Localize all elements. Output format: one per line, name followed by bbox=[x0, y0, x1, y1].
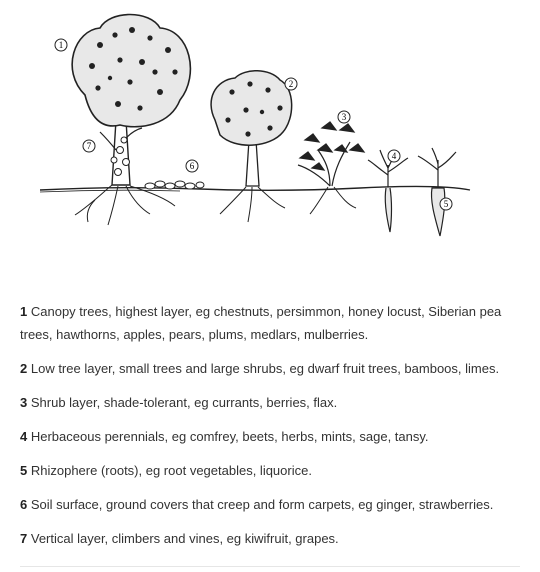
layer-description: Canopy trees, highest layer, eg chestnuts, persimmon, honey locust, Siberian pea trees, hawthorns, apples, pears, plums, medlars, mulberries. bbox=[20, 304, 502, 342]
marker-4 bbox=[388, 150, 400, 162]
layer-number: 6 bbox=[20, 497, 28, 512]
marker-4-label: 4 bbox=[391, 151, 397, 161]
layer-item-4 bbox=[20, 425, 525, 448]
layer-item-5 bbox=[20, 459, 525, 482]
shrub bbox=[298, 122, 364, 214]
bottom-divider bbox=[20, 566, 520, 567]
layer-item-6 bbox=[20, 493, 525, 516]
marker-3-label: 3 bbox=[341, 112, 347, 122]
layer-item-1 bbox=[20, 300, 525, 346]
marker-1 bbox=[55, 39, 67, 51]
layer-description: Vertical layer, climbers and vines, eg kiwifruit, grapes. bbox=[30, 531, 339, 546]
layer-number: 2 bbox=[20, 361, 28, 376]
layer-item-3 bbox=[20, 391, 525, 414]
layer-description: Soil surface, ground covers that creep and form carpets, eg ginger, strawberries. bbox=[30, 497, 494, 512]
layer-number: 1 bbox=[20, 304, 28, 319]
layer-number: 7 bbox=[20, 531, 28, 546]
marker-6 bbox=[186, 160, 198, 172]
canopy-tree bbox=[72, 15, 190, 226]
layer-description: Herbaceous perennials, eg comfrey, beets, herbs, mints, sage, tansy. bbox=[30, 429, 429, 444]
layer-item-2 bbox=[20, 357, 525, 380]
marker-1-label: 1 bbox=[58, 40, 64, 50]
marker-7-label: 7 bbox=[86, 141, 92, 151]
low-tree bbox=[211, 71, 292, 222]
marker-3 bbox=[338, 111, 350, 123]
ground-cover bbox=[145, 181, 204, 189]
layer-description: Rhizophere (roots), eg root vegetables, liquorice. bbox=[30, 463, 312, 478]
herbaceous-perennial bbox=[368, 150, 408, 232]
marker-2-label: 2 bbox=[288, 79, 294, 89]
layer-description: Low tree layer, small trees and large shrubs, eg dwarf fruit trees, bamboos, limes. bbox=[30, 361, 500, 376]
layer-item-7 bbox=[20, 527, 525, 550]
layer-number: 5 bbox=[20, 463, 28, 478]
layer-number: 3 bbox=[20, 395, 28, 410]
marker-7 bbox=[83, 140, 95, 152]
layer-number: 4 bbox=[20, 429, 28, 444]
root-vegetable bbox=[418, 148, 456, 236]
marker-5 bbox=[440, 198, 452, 210]
layer-list bbox=[20, 300, 525, 561]
marker-5-label: 5 bbox=[443, 199, 449, 209]
layer-description: Shrub layer, shade-tolerant, eg currants, berries, flax. bbox=[30, 395, 338, 410]
marker-2 bbox=[285, 78, 297, 90]
marker-6-label: 6 bbox=[189, 161, 195, 171]
